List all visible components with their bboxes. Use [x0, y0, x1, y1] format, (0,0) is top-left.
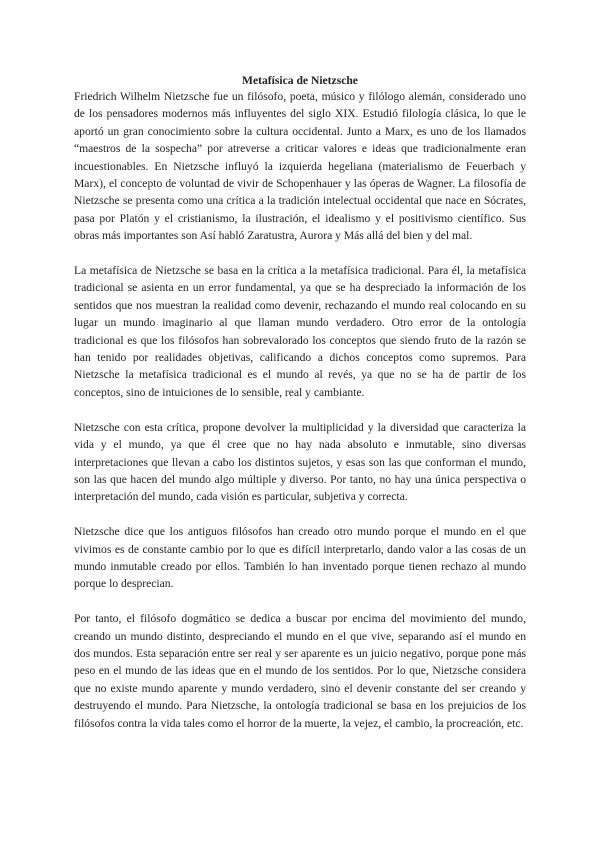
- paragraph-dogmatic-philosopher: Por tanto, el filósofo dogmático se dedica a buscar por encima del movimiento del mundo, creando un mundo distinto, despreciando el mundo en el que vive, separando así el mundo en dos mundos. Esta separación entre ser real y ser aparente es un juicio negativo, porque pone más peso en el mundo de las ideas que en el mundo de los sentidos. Por lo que, Nietzsche considera que no existe mundo aparente y mundo verdadero, sino el devenir constante del ser creando y destruyendo el mundo. Para Nietzsche, la ontología tradicional se basa en los prejuicios de los filósofos contra la vida tales como el horror de la muerte, la vejez, el cambio, la procreación, etc.: [74, 612, 526, 730]
- paragraph-other-world: Nietzsche dice que los antiguos filósofos han creado otro mundo porque el mundo en el que vivimos es de constante cambio por lo que es difícil interpretarlo, dando valor a las cosas de un mundo inmutable creado por ellos. También lo han inventado porque tienen rechazo al mundo porque lo desprecian.: [74, 525, 526, 591]
- paragraph-intro: Friedrich Wilhelm Nietzsche fue un filósofo, poeta, músico y filólogo alemán, considerado uno de los pensadores modernos más influyentes del siglo XIX. Estudió filología clásica, lo que le aportó un gran conocimiento sobre la cultura occidental. Junto a Marx, es uno de los llamados “maestros de la sospecha” por atreverse a criticar valores e ideas que tradicionalmente eran incuestionables. En Nietzsche influyó la izquierda hegeliana (materialismo de Feuerbach y Marx), el concepto de voluntad de vivir de Schopenhauer y las óperas de Wagner. La filosofía de Nietzsche se presenta como una crítica a la tradición intelectual occidental que nace en Sócrates, pasa por Platón y el cristianismo, la ilustración, el idealismo y el positivismo científico. Sus obras más importantes son Así habló Zaratustra, Aurora y Más allá del bien y del mal.: [74, 90, 526, 243]
- document-title: Metafísica de Nietzsche: [242, 74, 358, 87]
- paragraph-perspective: Nietzsche con esta crítica, propone devolver la multiplicidad y la diversidad que caracteriza la vida y el mundo, ya que él cree que no hay nada absoluto e inmutable, sino diversas interpretaciones que llevan a cabo los distintos sujetos, y esas son las que conforman el mundo, son las que hacen del mundo algo múltiple y diverso. Por tanto, no hay una única perspectiva o interpretación del mundo, cada visión es particular, subjetiva y correcta.: [74, 420, 526, 504]
- paragraph-metaphysics: La metafísica de Nietzsche se basa en la crítica a la metafísica tradicional. Para él, la metafísica tradicional se asienta en un error fundamental, ya que se ha despreciado la información de los sentidos que nos muestran la realidad como devenir, rechazando el mundo real colocando en su lugar un mundo imaginario al que llaman mundo verdadero. Otro error de la ontología tradicional es que los filósofos han sobrevalorado los conceptos que siendo fruto de la razón se han tenido por realidades objetivas, calificando a dichos conceptos como supremos. Para Nietzsche la metafísica tradicional es el mundo al revés, ya que no se ha de partir de los conceptos, sino de intuiciones de lo sensible, real y cambiante.: [74, 264, 526, 399]
